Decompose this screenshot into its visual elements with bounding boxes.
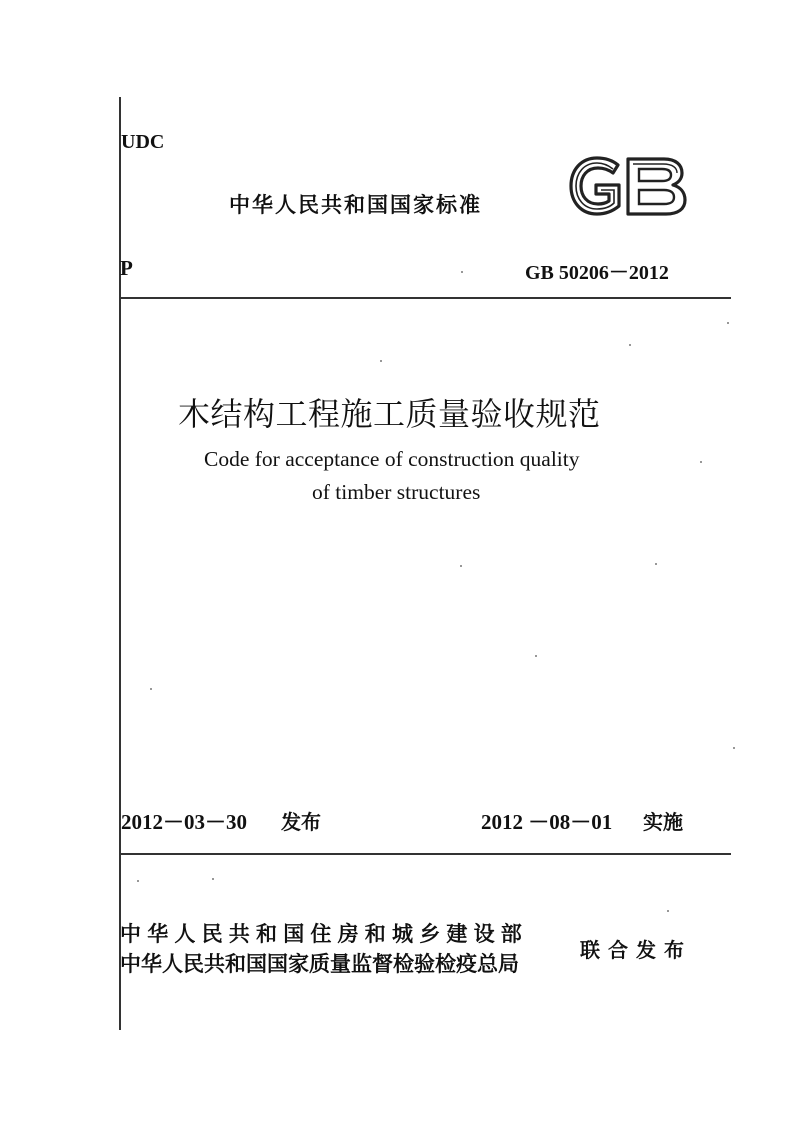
issue-date: 2012－03－30 [121, 810, 247, 834]
scan-speck [461, 271, 463, 273]
joint-issue-label: 联合发布 [580, 938, 692, 962]
footer-divider [119, 853, 731, 855]
scan-speck [629, 344, 631, 346]
udc-label: UDC [121, 131, 165, 153]
scan-speck [535, 655, 537, 657]
header-divider [119, 297, 731, 299]
scan-speck [380, 360, 382, 362]
title-chinese: 木结构工程施工质量验收规范 [178, 395, 601, 433]
scan-speck [150, 688, 152, 690]
scan-speck [137, 880, 139, 882]
gb-logo-icon [568, 155, 688, 217]
effective-label: 实施 [643, 810, 683, 834]
issuer-ministry-housing: 中华人民共和国住房和城乡建设部 [120, 922, 528, 946]
title-english-line-2: of timber structures [312, 480, 481, 504]
issue-label: 发布 [281, 810, 321, 834]
scan-speck [460, 565, 462, 567]
classification-code: P [120, 256, 133, 280]
issuer-aqsiq: 中华人民共和国国家质量监督检验检疫总局 [120, 952, 519, 976]
effective-date: 2012 －08－01 [481, 810, 613, 834]
national-standard-heading: 中华人民共和国国家标准 [229, 193, 482, 217]
scan-speck [733, 747, 735, 749]
title-english-line-1: Code for acceptance of construction quality [204, 447, 580, 471]
left-margin-rule [119, 97, 121, 1030]
scan-speck [655, 563, 657, 565]
scan-speck [212, 878, 214, 880]
scan-speck [667, 910, 669, 912]
standard-number: GB 50206－2012 [525, 262, 669, 284]
scan-speck [727, 322, 729, 324]
scan-speck [700, 461, 702, 463]
